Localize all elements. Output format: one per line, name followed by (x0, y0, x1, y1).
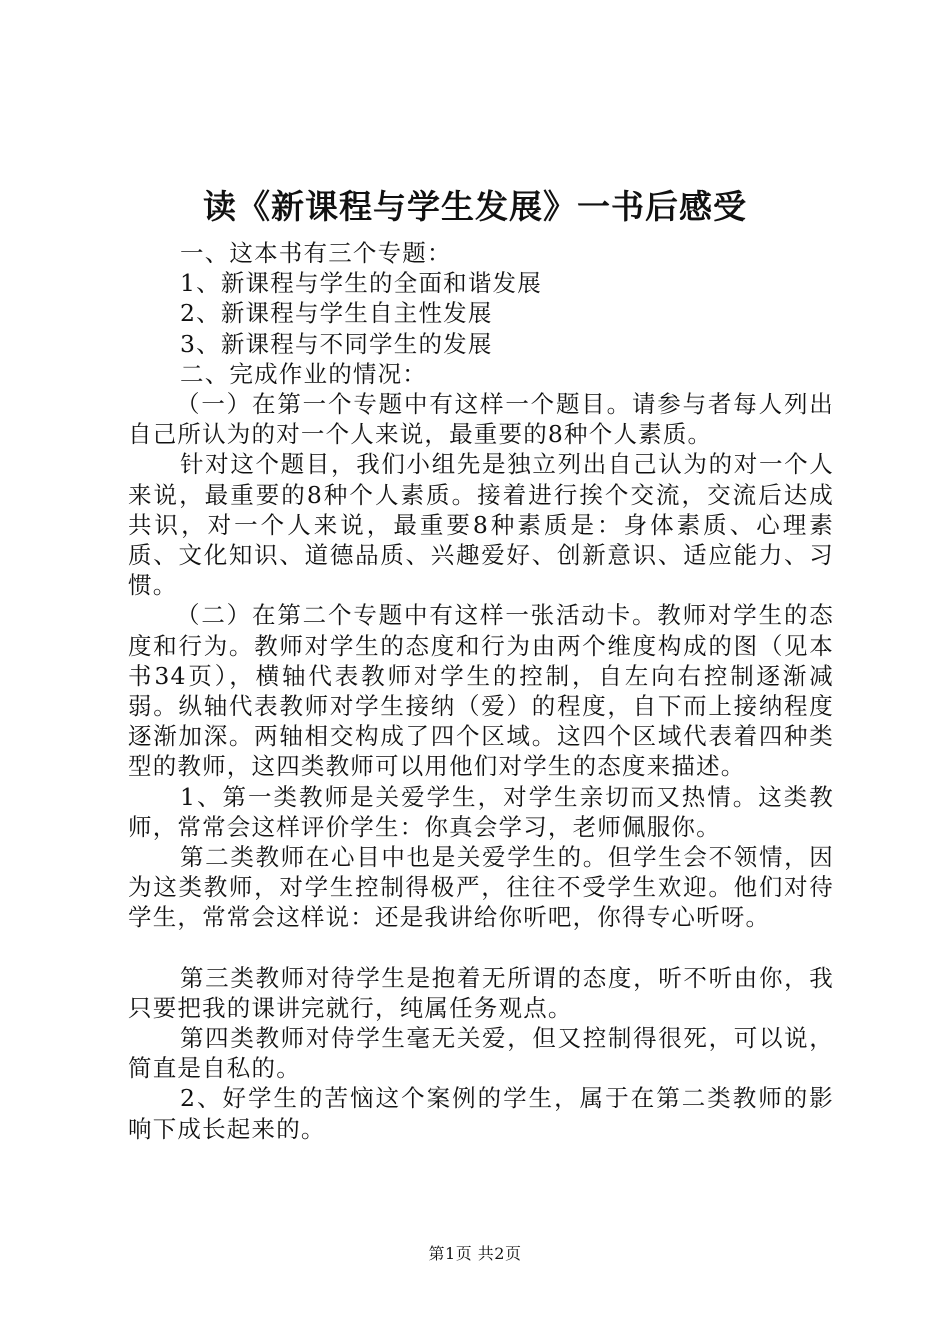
paragraph-assignment-one: （一）在第一个专题中有这样一个题目。请参与者每人列出自己所认为的对一个人来说，最重要的8种个人素质。 (128, 390, 834, 449)
paragraph-case-study: 2、好学生的苦恼这个案例的学生，属于在第二类教师的影响下成长起来的。 (128, 1084, 834, 1143)
paragraph-eight-qualities: 针对这个题目，我们小组先是独立列出自己认为的对一个人来说，最重要的8种个人素质。接着进行挨个交流，交流后达成共识，对一个人来说，最重要8种素质是：身体素质、心理素质、文化知识、道德品质、兴趣爱好、创新意识、适应能力、习惯。 (128, 450, 834, 600)
paragraph-assignment-two: （二）在第二个专题中有这样一张活动卡。教师对学生的态度和行为。教师对学生的态度和行为由两个维度构成的图（见本书34页），横轴代表教师对学生的控制，自左向右控制逐渐减弱。纵轴代表教师对学生接纳（爱）的程度，自下而上接纳程度逐渐加深。两轴相交构成了四个区域。这四个区域代表着四种类型的教师，这四类教师可以用他们对学生的态度来描述。 (128, 601, 834, 781)
document-body (128, 238, 834, 1144)
document-title: 读《新课程与学生发展》一书后感受 (203, 187, 747, 226)
paragraph-topic-2: 2、新课程与学生自主性发展 (180, 299, 493, 328)
paragraph-teacher-type-3: 第三类教师对待学生是抱着无所谓的态度，听不听由你，我只要把我的课讲完就行，纯属任务观点。 (128, 963, 834, 1022)
paragraph-teacher-type-4: 第四类教师对侍学生毫无关爱，但又控制得很死，可以说，简直是自私的。 (128, 1024, 834, 1083)
page-number: 第1页 共2页 (428, 1244, 522, 1263)
paragraph-topic-1: 1、新课程与学生的全面和谐发展 (180, 269, 542, 298)
paragraph-teacher-type-1: 1、第一类教师是关爱学生，对学生亲切而又热情。这类教师，常常会这样评价学生：你真会学习，老师佩服你。 (128, 782, 834, 841)
paragraph-topic-3: 3、新课程与不同学生的发展 (180, 329, 493, 358)
paragraph-section-two-heading: 二、完成作业的情况： (180, 359, 427, 388)
blank-line (128, 933, 834, 963)
paragraph-section-one-heading: 一、这本书有三个专题： (180, 239, 452, 267)
paragraph-teacher-type-2: 第二类教师在心目中也是关爱学生的。但学生会不领情，因为这类教师，对学生控制得极严，往往不受学生欢迎。他们对待学生，常常会这样说：还是我讲给你听吧，你得专心听呀。 (128, 843, 834, 932)
